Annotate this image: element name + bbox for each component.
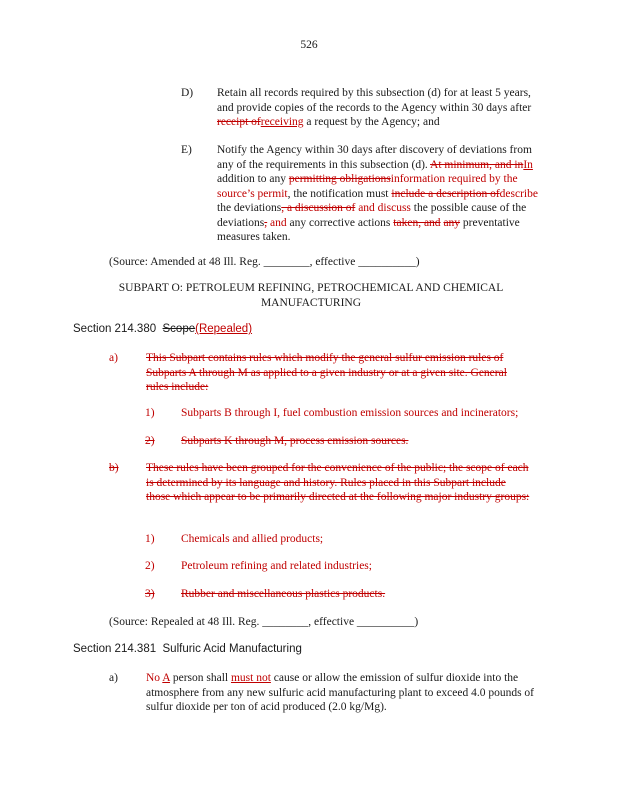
- deleted-text: At minimum, and in: [430, 158, 524, 171]
- inserted-text: information required by the source’s permit: [217, 173, 518, 200]
- deleted-text: receipt of: [217, 116, 261, 128]
- para-b-item-1-label: 1): [145, 533, 155, 545]
- deleted-title: Scope: [162, 323, 196, 335]
- subpart-title: SUBPART O: PETROLEUM REFINING, PETROCHEMICAL AND CHEMICAL MANUFACTURING: [118, 282, 504, 309]
- inserted-text: and discuss: [355, 202, 411, 214]
- inserted-text: must not: [230, 672, 271, 684]
- para-a-label: a): [109, 352, 118, 364]
- para-381a-text: No A person shall must not cause or allow the emission of sulfur dioxide into the atmosphere from any new sulfuric acid manufacturing plant to exceed 4.0 pounds of sulfur dioxide per ton of acid produced (2.0 kg/Mg).: [146, 672, 535, 713]
- inserted-text: and: [267, 216, 287, 229]
- para-b-item-2-label: 2): [145, 560, 155, 572]
- para-b-item-2-text: Petroleum refining and related industries;: [181, 560, 372, 572]
- deleted-text: taken, and: [393, 216, 441, 229]
- inserted-text: describe: [499, 187, 538, 200]
- para-a-text: This Subpart contains rules which modify the general sulfur emission rules of Subparts A through M as applied to a given industry or at a given site. General rules include:: [146, 352, 507, 393]
- inserted-text: receiving: [260, 116, 304, 128]
- item-e-label: E): [181, 144, 192, 156]
- para-a-item-1-text: Subparts B through I, fuel combustion emission sources and incinerators;: [181, 407, 519, 419]
- deleted-text: any: [443, 216, 461, 229]
- section-number: Section 214.381: [73, 643, 157, 655]
- deleted-text: , a discussion of: [281, 202, 356, 214]
- section-381-heading: [73, 643, 302, 655]
- para-b-label: b): [109, 462, 119, 474]
- deleted-text: permitting obligations: [288, 173, 391, 185]
- source-note-amended: (Source: Amended at 48 Ill. Reg. ________, effective __________): [109, 256, 420, 268]
- section-number: Section 214.380: [73, 323, 157, 335]
- inserted-text: A: [162, 672, 170, 684]
- para-b-text: These rules have been grouped for the convenience of the public; the scope of each is determined by its language and history. Rules placed in this Subpart include those which appear to be primarily directed at the following major industry groups:: [146, 462, 530, 503]
- para-b-item-1-text: Chemicals and allied products;: [181, 533, 324, 545]
- item-e-text: Notify the Agency within 30 days after discovery of deviations from any of the requirements in this subsection (d). At minimum, and inIn addition to any permitting obligationsinformation required by the source’s permit, the notification must include a description ofdescribe the deviations, a discussion of and discuss the possible cause of the deviations, and any corrective actions taken, and any preventative measures taken.: [217, 144, 538, 243]
- page-number: 526: [300, 39, 318, 51]
- deleted-text: ,: [264, 216, 268, 229]
- item-d-label: D): [181, 87, 194, 99]
- para-b-item-3-text: Rubber and miscellaneous plastics products.: [181, 588, 386, 600]
- item-d-text: Retain all records required by this subsection (d) for at least 5 years, and provide copies of the records to the Agency within 30 days after receipt ofreceiving a request by the Agency; and: [217, 87, 532, 128]
- deleted-text: include a description of: [391, 187, 500, 200]
- para-381a-label: a): [109, 672, 118, 684]
- para-a-item-2-text: Subparts K through M, process emission sources.: [181, 435, 409, 447]
- source-note-repealed: (Source: Repealed at 48 Ill. Reg. ________, effective __________): [109, 616, 419, 628]
- para-a-item-2-label: 2): [145, 435, 155, 447]
- section-380-heading: [73, 323, 252, 335]
- inserted-title: (Repealed): [195, 323, 253, 335]
- section-title: Sulfuric Acid Manufacturing: [162, 643, 302, 655]
- inserted-text: No: [146, 672, 163, 684]
- inserted-text: In: [523, 158, 533, 171]
- para-a-item-1-label: 1): [145, 407, 155, 419]
- para-b-item-3-label: 3): [145, 588, 155, 600]
